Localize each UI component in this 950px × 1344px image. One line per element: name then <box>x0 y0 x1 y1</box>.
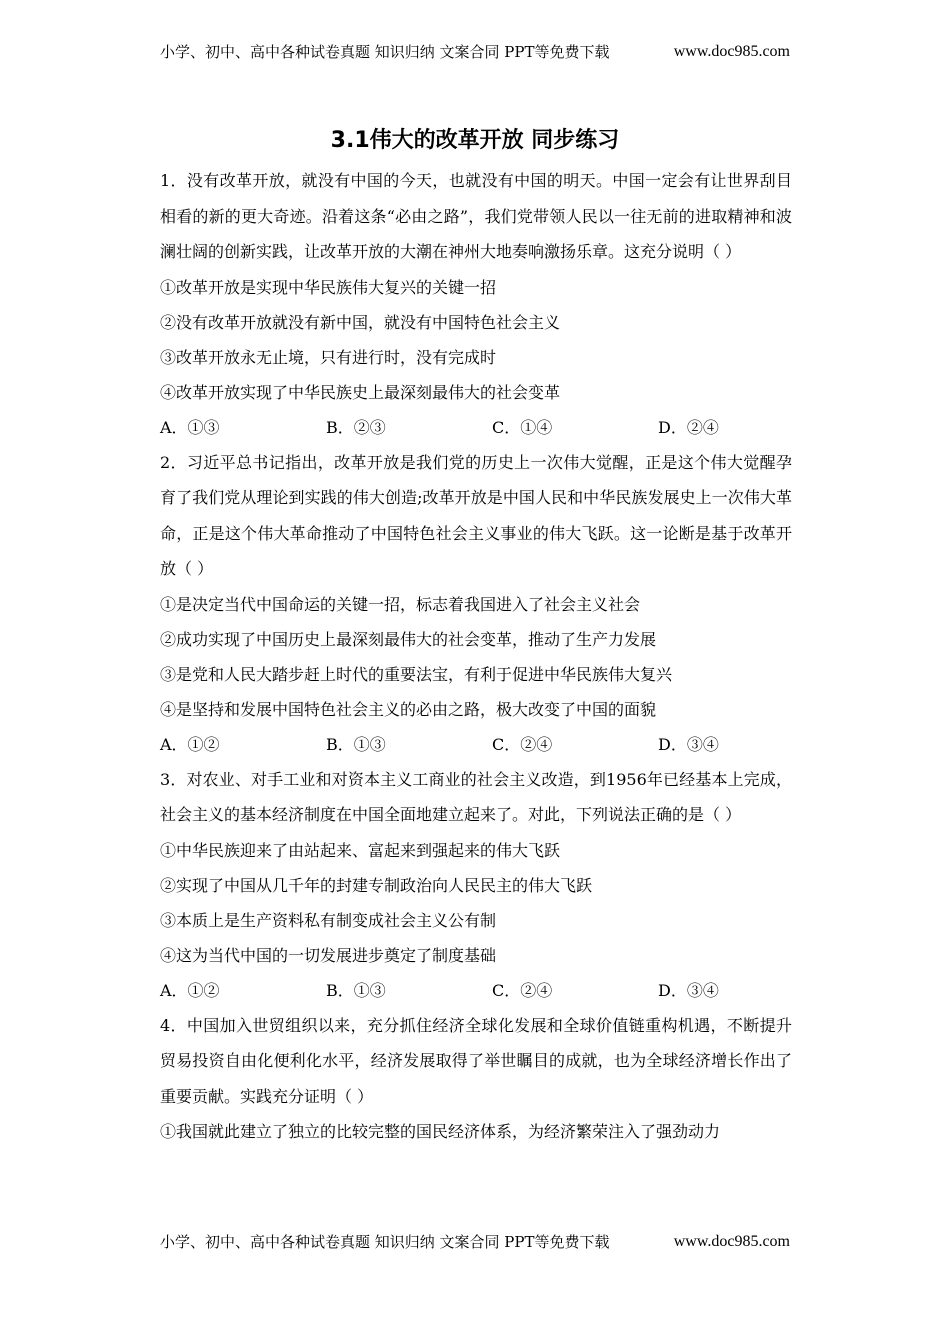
choice-b: B．①③ <box>326 980 386 1000</box>
footer-text: 小学、初中、高中各种试卷真题 知识归纳 文案合同 PPT等免费下载 <box>160 1233 610 1251</box>
header-text: 小学、初中、高中各种试卷真题 知识归纳 文案合同 PPT等免费下载 <box>160 43 610 61</box>
header-website[interactable]: www.doc985.com <box>673 43 790 60</box>
question-list <box>160 163 792 1149</box>
statement-option: ③是党和人民大踏步赶上时代的重要法宝，有利于促进中华民族伟大复兴 <box>160 664 673 684</box>
question-3 <box>160 762 792 1008</box>
question-stem: 1．没有改革开放，就没有中国的今天，也就没有中国的明天。中国一定会有让世界刮目相看的新的更大奇迹。沿着这条“必由之路”，我们党带领人民以一往无前的进取精神和波澜壮阔的创新实践，让改革开放的大潮在神州大地奏响激扬乐章。这充分说明（ ） <box>160 171 792 261</box>
footer-website[interactable]: www.doc985.com <box>673 1233 790 1250</box>
answer-choices <box>160 410 792 445</box>
answer-choices <box>160 727 792 762</box>
question-1 <box>160 163 792 445</box>
statement-option: ①是决定当代中国命运的关键一招，标志着我国进入了社会主义社会 <box>160 594 641 614</box>
question-4 <box>160 1008 792 1150</box>
choice-a: A．①③ <box>160 417 220 437</box>
choice-a: A．①② <box>160 980 220 1000</box>
page-footer <box>160 1232 790 1252</box>
choice-d: D．②④ <box>658 417 719 437</box>
statement-option: ④是坚持和发展中国特色社会主义的必由之路，极大改变了中国的面貌 <box>160 699 657 719</box>
statement-option: ②没有改革开放就没有新中国，就没有中国特色社会主义 <box>160 312 561 332</box>
statement-option: ②成功实现了中国历史上最深刻最伟大的社会变革，推动了生产力发展 <box>160 629 657 649</box>
choice-a: A．①② <box>160 734 220 754</box>
question-2 <box>160 445 792 762</box>
choice-b: B．①③ <box>326 734 386 754</box>
statement-option: ③本质上是生产资料私有制变成社会主义公有制 <box>160 910 497 930</box>
question-stem: 2．习近平总书记指出，改革开放是我们党的历史上一次伟大觉醒，正是这个伟大觉醒孕育了我们党从理论到实践的伟大创造;改革开放是中国人民和中华民族发展史上一次伟大革命，正是这个伟大革命推动了中国特色社会主义事业的伟大飞跃。这一论断是基于改革开放（ ） <box>160 452 792 578</box>
question-stem: 3．对农业、对手工业和对资本主义工商业的社会主义改造，到1956年已经基本上完成，社会主义的基本经济制度在中国全面地建立起来了。对此，下列说法正确的是（ ） <box>160 769 792 824</box>
question-stem: 4．中国加入世贸组织以来，充分抓住经济全球化发展和全球价值链重构机遇，不断提升贸易投资自由化便利化水平，经济发展取得了举世瞩目的成就，也为全球经济增长作出了重要贡献。实践充分证明（ ） <box>160 1015 792 1106</box>
choice-d: D．③④ <box>658 980 719 1000</box>
choice-b: B．②③ <box>326 417 386 437</box>
statement-option: ②实现了中国从几千年的封建专制政治向人民民主的伟大飞跃 <box>160 875 593 895</box>
statement-option: ③改革开放永无止境，只有进行时，没有完成时 <box>160 347 497 367</box>
statement-option: ④这为当代中国的一切发展进步奠定了制度基础 <box>160 945 497 965</box>
choice-d: D．③④ <box>658 734 719 754</box>
statement-option: ①我国就此建立了独立的比较完整的国民经济体系，为经济繁荣注入了强劲动力 <box>160 1122 721 1141</box>
statement-option: ①中华民族迎来了由站起来、富起来到强起来的伟大飞跃 <box>160 840 561 860</box>
choice-c: C．②④ <box>492 980 553 1000</box>
statement-option: ①改革开放是实现中华民族伟大复兴的关键一招 <box>160 277 497 297</box>
statement-option: ④改革开放实现了中华民族史上最深刻最伟大的社会变革 <box>160 382 561 402</box>
choice-c: C．②④ <box>492 734 553 754</box>
answer-choices <box>160 973 792 1008</box>
choice-c: C．①④ <box>492 417 553 437</box>
page-header <box>160 42 790 62</box>
page-title: 3.1伟大的改革开放 同步练习 <box>330 128 620 153</box>
